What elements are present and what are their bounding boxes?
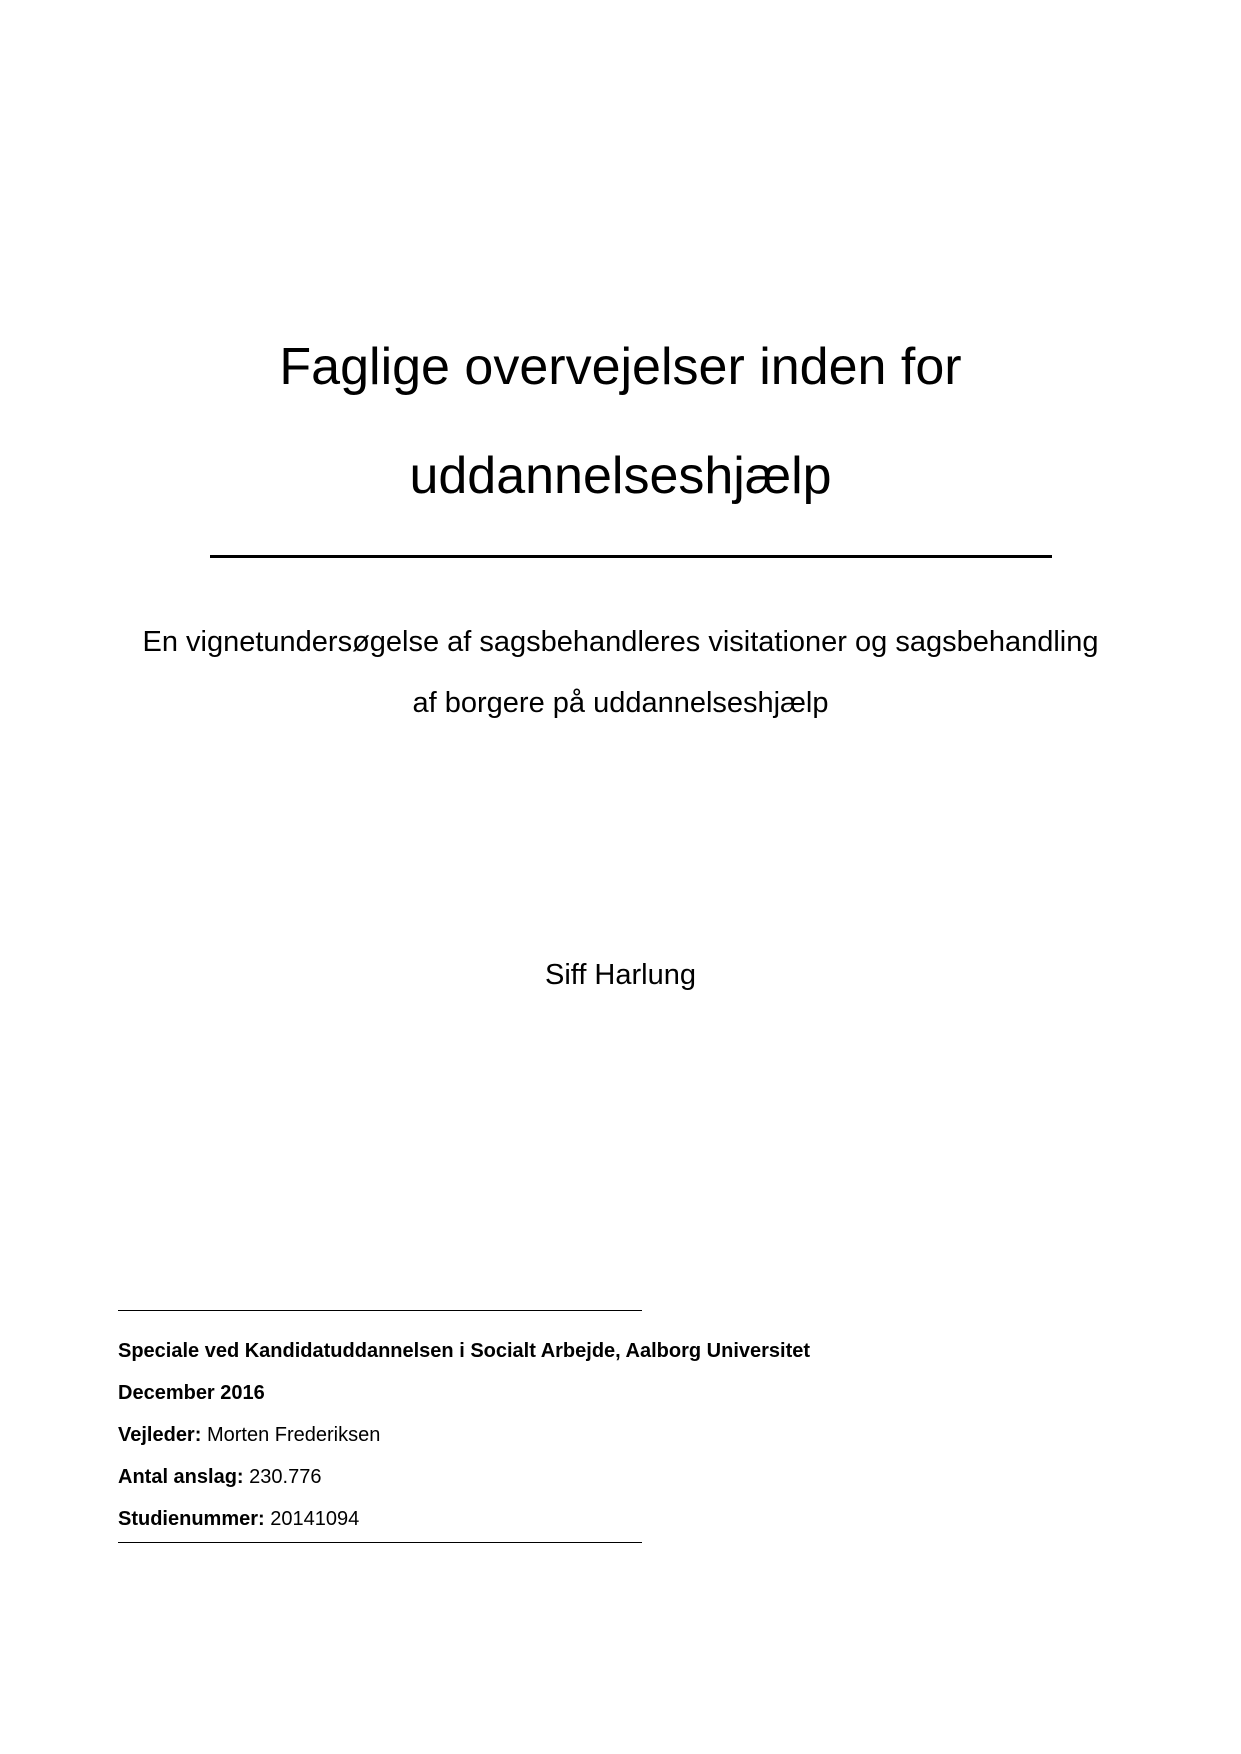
- title-divider: [210, 555, 1052, 558]
- characters-line: [118, 1456, 810, 1498]
- supervisor-label: Vejleder:: [118, 1424, 202, 1446]
- title-line-1: Faglige overvejelser inden for: [279, 338, 962, 396]
- supervisor-line: [118, 1414, 810, 1456]
- author-name: Siff Harlung: [545, 959, 696, 991]
- student-number-value: 20141094: [270, 1508, 360, 1530]
- supervisor-value: Morten Frederiksen: [206, 1424, 381, 1446]
- subtitle-line-1: En vignetundersøgelse af sagsbehandleres visitationer og sagsbehandling: [142, 626, 1099, 658]
- subtitle-line-2: af borgere på uddannelseshjælp: [412, 687, 829, 719]
- info-block: [118, 1330, 810, 1540]
- info-divider-bottom: [118, 1542, 642, 1543]
- info-divider-top: [118, 1310, 642, 1311]
- characters-label: Antal anslag:: [118, 1466, 244, 1488]
- date-line: December 2016: [118, 1382, 265, 1404]
- student-number-label: Studienummer:: [118, 1508, 265, 1530]
- student-number-line: [118, 1498, 810, 1540]
- title-line-2: uddannelseshjælp: [409, 447, 832, 505]
- characters-value: 230.776: [249, 1466, 322, 1488]
- institution-line: Speciale ved Kandidatuddannelsen i Socialt Arbejde, Aalborg Universitet: [118, 1340, 811, 1362]
